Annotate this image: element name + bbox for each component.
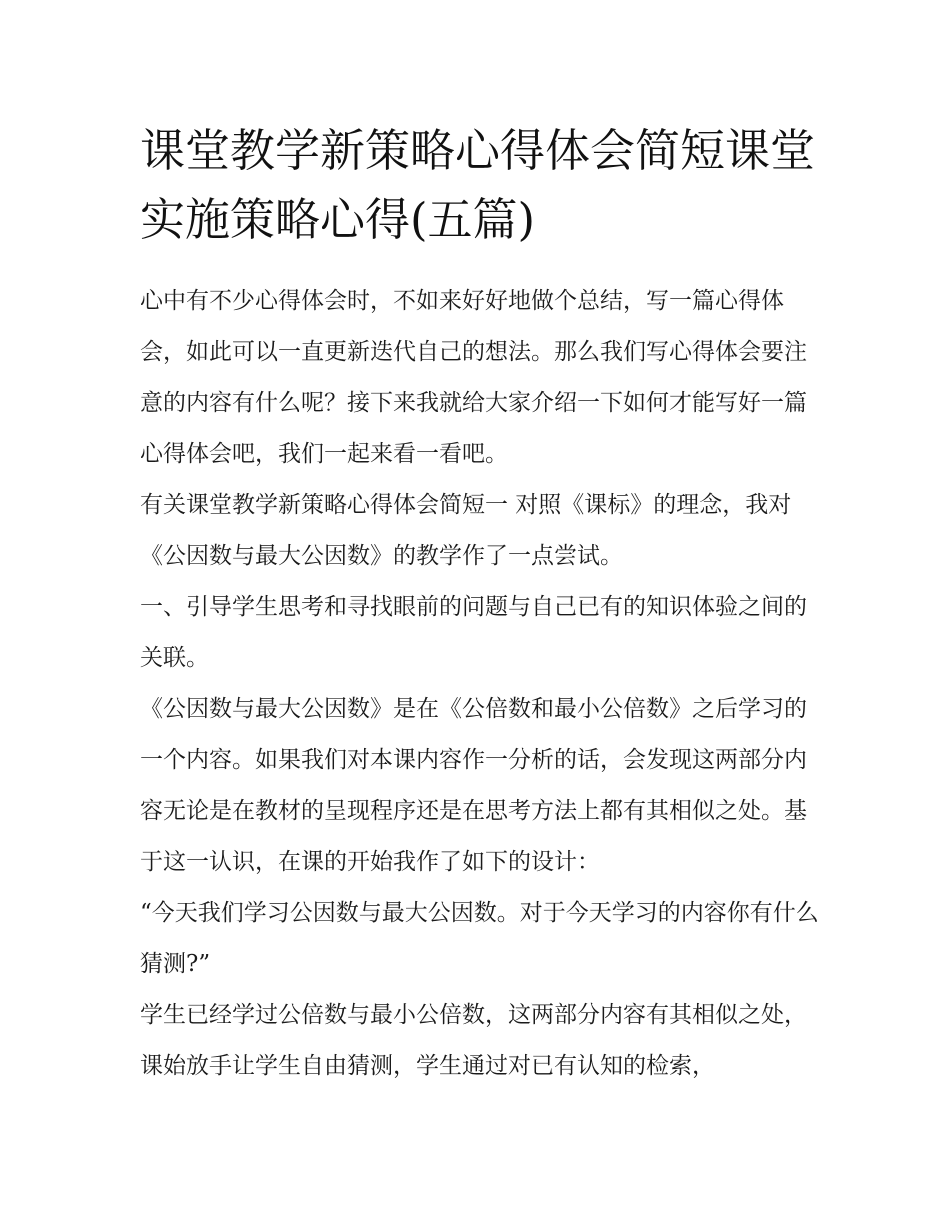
paragraph-student-guessing: 学生已经学过公倍数与最小公倍数，这两部分内容有其相似之处，课始放手让学生自由猜测，学生通过对已有认知的检索， (140, 1002, 807, 1079)
paragraph-intro: 心中有不少心得体会时，不如来好好地做个总结，写一篇心得体会，如此可以一直更新迭代自己的想法。那么我们写心得体会要注意的内容有什么呢？接下来我就给大家介绍一下如何才能写好一篇心得体会吧，我们一起来看一看吧。 (140, 288, 807, 467)
paragraph-lesson-analysis: 《公因数与最大公因数》是在《公倍数和最小公倍数》之后学习的一个内容。如果我们对本课内容作一分析的话，会发现这两部分内容无论是在教材的呈现程序还是在思考方法上都有其相似之处。基于这一认识，在课的开始我作了如下的设计： (140, 696, 807, 875)
document-title: 课堂教学新策略心得体会简短课堂实施策略心得(五篇) (140, 124, 816, 246)
document-body (140, 276, 820, 1092)
paragraph-classroom-quote: “今天我们学习公因数与最大公因数。对于今天学习的内容你有什么猜测?” (140, 900, 819, 977)
paragraph-heading-point-one: 一、引导学生思考和寻找眼前的问题与自己已有的知识体验之间的关联。 (140, 594, 807, 671)
paragraph-section-one-opening: 有关课堂教学新策略心得体会简短一 对照《课标》的理念，我对《公因数与最大公因数》的教学作了一点尝试。 (140, 492, 792, 569)
